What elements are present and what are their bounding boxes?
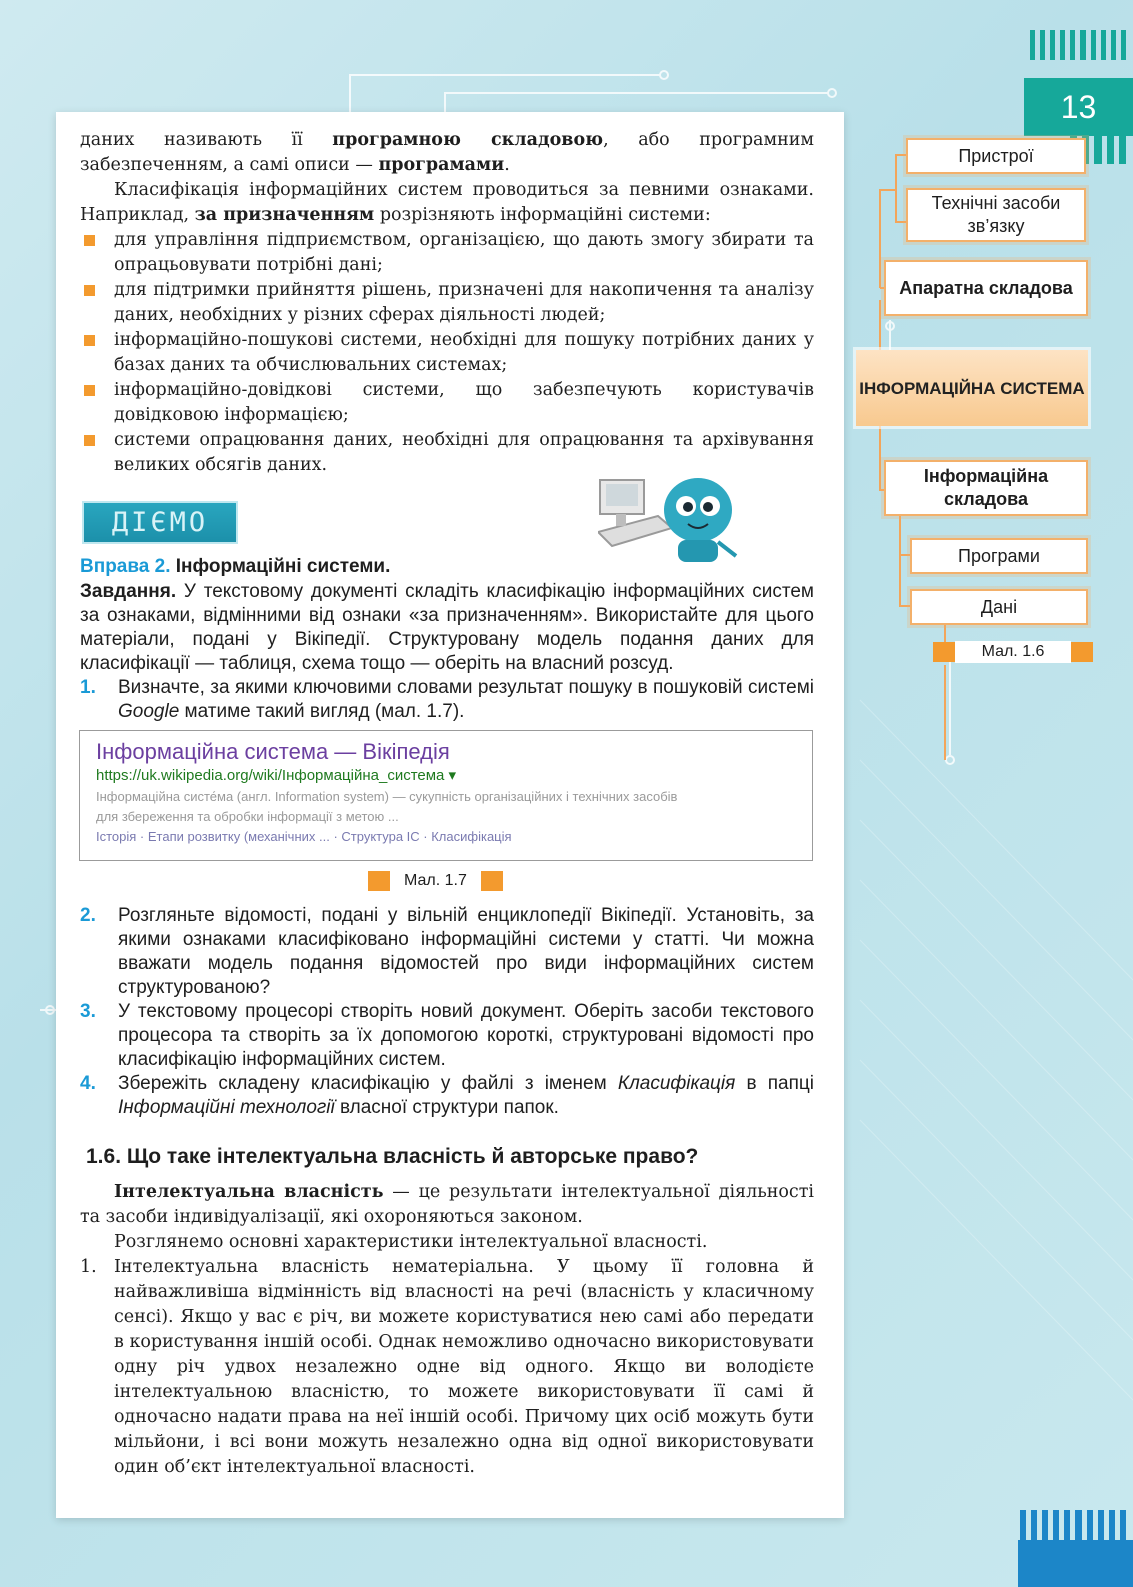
figure-caption-1-7: Мал. 1.7 [368, 871, 503, 891]
step-item: 1. Визначте, за якими ключовими словами результат пошуку в пошуковій системі Google матиме такий вигляд (мал. 1.7). [80, 677, 814, 722]
bullet-item: інформаційно-пошукові системи, необхідні для пошуку потрібних даних у базах даних та обчислювальних системах; [80, 328, 814, 378]
bullet-item: інформаційно-довідкові системи, що забезпечують користувачів довідковою інформацією; [80, 378, 814, 428]
diagram-node-information-system: ІНФОРМАЦІЙНА СИСТЕМА [856, 350, 1088, 426]
diagram-node-communication: Технічні засоби зв’язку [906, 188, 1086, 242]
search-result-title-link[interactable]: Інформаційна система — Вікіпедія [96, 739, 450, 764]
section-heading: 1.6. Що таке інтелектуальна власність й авторське право? [86, 1145, 699, 1168]
step-item: 4. Збережіть складену класифікацію у файлі з іменем Класифікація в папці Інформаційні технології власної структури папок. [80, 1073, 815, 1118]
diagram-node-information-component: Інформаційна складова [884, 460, 1088, 516]
diemo-heading-badge: ДІЄМО [82, 501, 238, 544]
exercise-task: Завдання. У текстовому документі складіть класифікацію інформаційних систем за ознаками, відмінними від ознаки «за призначенням». Використайте для цього матеріали, подані у Вікіпедії. Структуровану модель подання даних для класифікації — таблиця, схема тощо — оберіть на власний розсуд. [80, 581, 814, 674]
search-result-sitelinks[interactable]: Історія · Етапи розвитку (механічних ... · Структура ІС · Класифікація [96, 829, 512, 844]
definition-paragraph: Інтелектуальна власність — це результати інтелектуальної діяльності та засоби індивідуалізації, які охороняються законом. [80, 1182, 814, 1227]
diagram-node-programs: Програми [910, 538, 1088, 574]
diagram-node-data: Дані [910, 589, 1088, 625]
bullet-item: для управління підприємством, організацією, що дають змогу збирати та опрацьовувати потрібні дані; [80, 228, 814, 278]
diagram-node-hardware: Апаратна складова [884, 260, 1088, 316]
paragraph-program-component: даних називають її програмною складовою, або програмним забезпеченням, а самі описи — програмами. [80, 130, 815, 175]
bullet-item: системи опрацювання даних, необхідні для опрацювання та архівування великих обсягів даних. [80, 428, 814, 478]
diagram-node-devices: Пристрої [906, 138, 1086, 174]
list-item: 1. Інтелектуальна власність нематеріальна. У цьому її головна й найважливіша відмінність від власності на речі (власність у класичному сенсі). Якщо у вас є річ, ви можете користуватися нею самі або передати в користування іншій особі. Однак неможливо одночасно використовувати одну річ удвох незалежно одне від одного. Якщо ви володієте інтелектуальною власністю, то можете використовувати її самі й одночасно надати права на неї іншій особі. Причому цих осіб можуть бути мільйони, і всі вони можуть незалежно одна від одної використовувати один об’єкт інтелектуальної власності. [80, 1257, 814, 1477]
paragraph-classification: Класифікація інформаційних систем проводиться за певними ознаками. Наприклад, за призначенням розрізняють інформаційні системи: [80, 180, 814, 225]
intro-paragraph: Розглянемо основні характеристики інтелектуальної власності. [114, 1232, 708, 1252]
search-result-snippet: Інформаційна систе́ма (англ. Information system) — сукупність організаційних і технічних засобів [96, 789, 678, 804]
exercise-title: Вправа 2. Інформаційні системи. [80, 556, 391, 577]
page-number: 13 [1024, 78, 1133, 136]
figure-caption-1-6: Мал. 1.6 [933, 641, 1093, 663]
step-item: 3. У текстовому процесорі створіть новий документ. Оберіть засоби текстового процесора та створіть за їх допомогою короткі, структуровані відомості про класифікацію інформаційних систем. [80, 1001, 814, 1070]
search-result-snippet-2: для збереження та обробки інформації з метою ... [96, 809, 399, 824]
search-result-url[interactable]: https://uk.wikipedia.org/wiki/Інформаційна_система ▾ [96, 767, 457, 784]
caption-marker [1071, 642, 1093, 662]
caption-marker [933, 642, 955, 662]
step-item: 2. Розгляньте відомості, подані у вільній енциклопедії Вікіпедії. Установіть, за якими ознаками класифіковано інформаційні системи у статті. Чи можна вважати модель подання відомостей про види інформаційних систем структурованою? [80, 905, 814, 998]
bullet-item: для підтримки прийняття рішень, призначені для накопичення та аналізу даних, необхідних у різних сферах діяльності людей; [80, 278, 814, 328]
